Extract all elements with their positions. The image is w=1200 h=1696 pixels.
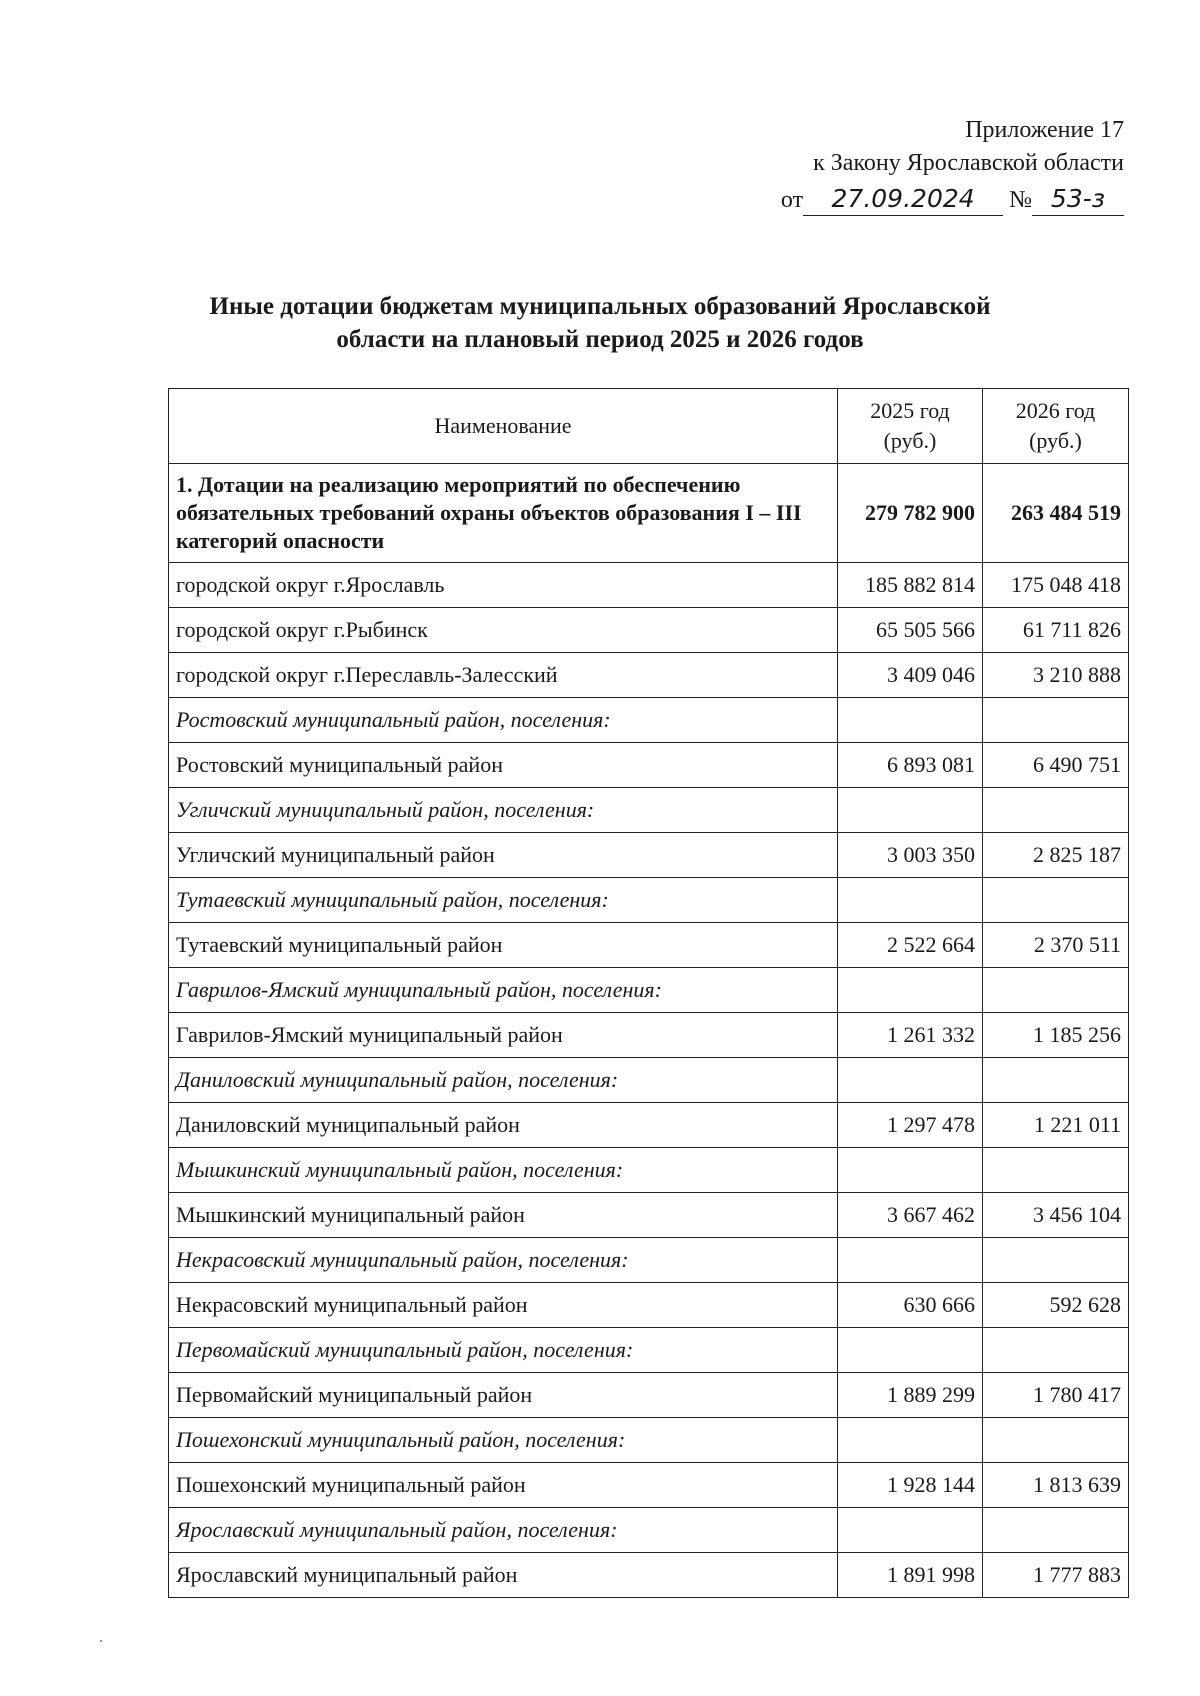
header-2026: 2026 год (руб.) xyxy=(983,389,1129,464)
section-row xyxy=(169,788,1129,833)
row-label: Тутаевский муниципальный район xyxy=(169,923,838,968)
table-row xyxy=(169,1103,1129,1148)
row-value-2026: 592 628 xyxy=(983,1283,1129,1328)
row-value-2026 xyxy=(983,1148,1129,1193)
from-label: от xyxy=(780,187,804,213)
total-label: 1. Дотации на реализацию мероприятий по обеспечению обязательных требований охраны объектов образования I – III категорий опасности xyxy=(169,464,838,563)
law-date-number-row xyxy=(781,182,1124,217)
appendix-header xyxy=(781,114,1124,217)
row-value-2025 xyxy=(838,788,983,833)
row-value-2026: 3 456 104 xyxy=(983,1193,1129,1238)
row-label: Ярославский муниципальный район, поселения: xyxy=(169,1508,838,1553)
section-row xyxy=(169,1328,1129,1373)
row-label: Тутаевский муниципальный район, поселения: xyxy=(169,878,838,923)
table-row xyxy=(169,833,1129,878)
row-value-2025: 3 409 046 xyxy=(838,653,983,698)
row-value-2026: 1 777 883 xyxy=(983,1553,1129,1598)
row-value-2025: 6 893 081 xyxy=(838,743,983,788)
section-row xyxy=(169,1148,1129,1193)
total-2025: 279 782 900 xyxy=(838,464,983,563)
section-row xyxy=(169,1058,1129,1103)
row-value-2026 xyxy=(983,878,1129,923)
row-label: Гаврилов-Ямский муниципальный район, поселения: xyxy=(169,968,838,1013)
row-value-2025: 185 882 814 xyxy=(838,563,983,608)
row-label: Пошехонский муниципальный район xyxy=(169,1463,838,1508)
subsidies-table xyxy=(168,388,1129,1598)
title-line-1: Иные дотации бюджетам муниципальных образований Ярославской xyxy=(209,293,991,320)
title-line-2: области на плановый период 2025 и 2026 годов xyxy=(336,326,864,353)
row-label: Даниловский муниципальный район, поселения: xyxy=(169,1058,838,1103)
appendix-law-reference: к Закону Ярославской области xyxy=(813,150,1124,176)
table-row xyxy=(169,1463,1129,1508)
row-value-2025: 3 667 462 xyxy=(838,1193,983,1238)
row-label: городской округ г.Переславль-Залесский xyxy=(169,653,838,698)
row-value-2026: 2 370 511 xyxy=(983,923,1129,968)
row-value-2025 xyxy=(838,1328,983,1373)
section-row xyxy=(169,1418,1129,1463)
table-row xyxy=(169,1013,1129,1058)
table-row xyxy=(169,1553,1129,1598)
table-row xyxy=(169,1193,1129,1238)
row-value-2025: 630 666 xyxy=(838,1283,983,1328)
row-value-2026: 175 048 418 xyxy=(983,563,1129,608)
row-value-2025 xyxy=(838,1058,983,1103)
row-label: Пошехонский муниципальный район, поселения: xyxy=(169,1418,838,1463)
row-value-2026: 6 490 751 xyxy=(983,743,1129,788)
row-value-2025 xyxy=(838,698,983,743)
row-label: Ярославский муниципальный район xyxy=(169,1553,838,1598)
table-row xyxy=(169,1283,1129,1328)
row-value-2026 xyxy=(983,1418,1129,1463)
row-value-2025: 1 297 478 xyxy=(838,1103,983,1148)
row-label: городской округ г.Ярославль xyxy=(169,563,838,608)
row-label: Угличский муниципальный район xyxy=(169,833,838,878)
row-value-2025: 3 003 350 xyxy=(838,833,983,878)
table-row xyxy=(169,923,1129,968)
document-title xyxy=(120,290,1080,356)
row-value-2026 xyxy=(983,788,1129,833)
row-value-2026 xyxy=(983,1238,1129,1283)
table-header-row xyxy=(169,389,1129,464)
row-label: Ростовский муниципальный район, поселения: xyxy=(169,698,838,743)
row-label: городской округ г.Рыбинск xyxy=(169,608,838,653)
row-value-2025 xyxy=(838,968,983,1013)
row-value-2026: 3 210 888 xyxy=(983,653,1129,698)
row-value-2026: 1 221 011 xyxy=(983,1103,1129,1148)
scan-speck xyxy=(100,1640,102,1642)
header-name: Наименование xyxy=(169,389,838,464)
row-label: Мышкинский муниципальный район, поселения: xyxy=(169,1148,838,1193)
row-value-2026 xyxy=(983,1328,1129,1373)
row-label: Некрасовский муниципальный район, поселения: xyxy=(169,1238,838,1283)
handwritten-law-number: 53-з xyxy=(1032,182,1124,216)
row-label: Мышкинский муниципальный район xyxy=(169,1193,838,1238)
total-2026: 263 484 519 xyxy=(983,464,1129,563)
table-row xyxy=(169,563,1129,608)
section-row xyxy=(169,1508,1129,1553)
row-value-2025 xyxy=(838,878,983,923)
row-label: Первомайский муниципальный район, поселения: xyxy=(169,1328,838,1373)
total-row xyxy=(169,464,1129,563)
header-2025: 2025 год (руб.) xyxy=(838,389,983,464)
row-value-2025: 1 261 332 xyxy=(838,1013,983,1058)
row-value-2026 xyxy=(983,1058,1129,1103)
row-value-2026: 1 780 417 xyxy=(983,1373,1129,1418)
table-row xyxy=(169,608,1129,653)
row-label: Гаврилов-Ямский муниципальный район xyxy=(169,1013,838,1058)
row-label: Некрасовский муниципальный район xyxy=(169,1283,838,1328)
section-row xyxy=(169,1238,1129,1283)
row-value-2025: 1 928 144 xyxy=(838,1463,983,1508)
row-value-2025 xyxy=(838,1148,983,1193)
number-label: № xyxy=(1009,187,1032,213)
table-row xyxy=(169,743,1129,788)
section-row xyxy=(169,878,1129,923)
row-label: Даниловский муниципальный район xyxy=(169,1103,838,1148)
row-value-2025 xyxy=(838,1418,983,1463)
row-value-2025: 65 505 566 xyxy=(838,608,983,653)
table-row xyxy=(169,653,1129,698)
row-value-2026 xyxy=(983,968,1129,1013)
row-value-2026 xyxy=(983,1508,1129,1553)
row-value-2026: 2 825 187 xyxy=(983,833,1129,878)
row-label: Угличский муниципальный район, поселения: xyxy=(169,788,838,833)
row-value-2025 xyxy=(838,1508,983,1553)
handwritten-date: 27.09.2024 xyxy=(803,182,1003,216)
row-value-2025: 1 889 299 xyxy=(838,1373,983,1418)
row-label: Первомайский муниципальный район xyxy=(169,1373,838,1418)
row-value-2026: 1 813 639 xyxy=(983,1463,1129,1508)
row-value-2025 xyxy=(838,1238,983,1283)
row-label: Ростовский муниципальный район xyxy=(169,743,838,788)
row-value-2026 xyxy=(983,698,1129,743)
section-row xyxy=(169,698,1129,743)
row-value-2026: 1 185 256 xyxy=(983,1013,1129,1058)
section-row xyxy=(169,968,1129,1013)
row-value-2025: 2 522 664 xyxy=(838,923,983,968)
row-value-2026: 61 711 826 xyxy=(983,608,1129,653)
row-value-2025: 1 891 998 xyxy=(838,1553,983,1598)
table-row xyxy=(169,1373,1129,1418)
appendix-number: Приложение 17 xyxy=(965,117,1124,143)
